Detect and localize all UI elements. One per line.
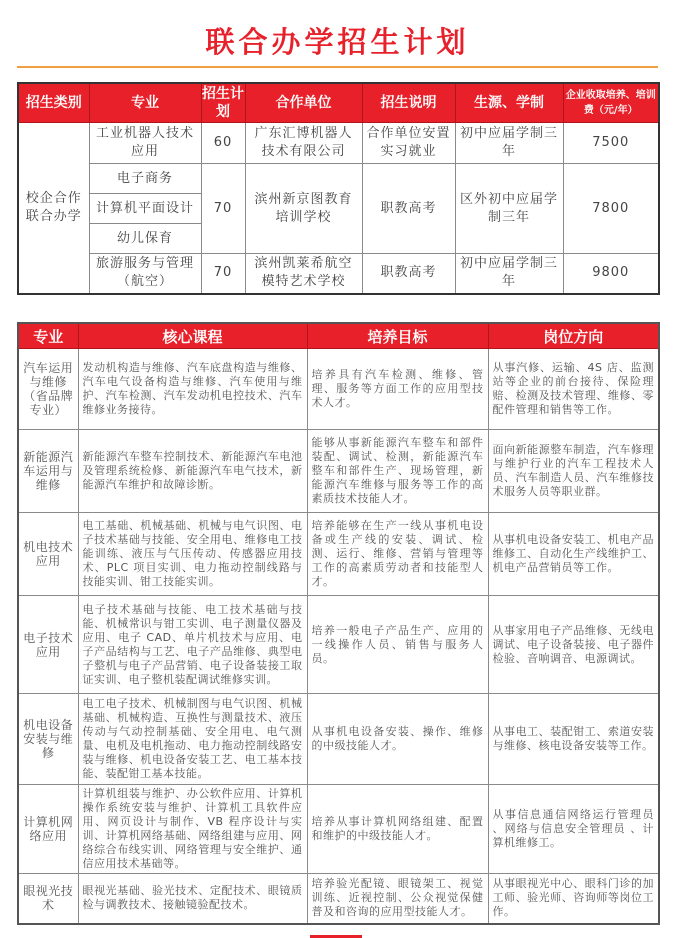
col-header-major: 专业 bbox=[89, 83, 201, 123]
goal-cell: 培养能够在生产一线从事机电设备或生产线的安装、调试、检测、运行、维修、营销与管理等工作的高素质劳动者和技能型人才。 bbox=[307, 513, 488, 596]
table-header-row bbox=[18, 83, 659, 123]
courses-cell: 新能源汽车整车控制技术、新能源汽车电池及管理系统检修、新能源汽车电气技术，新能源汽车维护和故障诊断。 bbox=[78, 430, 307, 513]
goal-cell: 从事机电设备安装、操作、维修的中级技能人才。 bbox=[307, 694, 488, 785]
table-row bbox=[18, 430, 659, 513]
major-cell: 计算机平面设计 bbox=[89, 194, 201, 224]
enrollment-plan-table bbox=[17, 82, 660, 295]
title-divider bbox=[17, 66, 658, 68]
col-header-fee: 企业收取培养、培训费（元/年） bbox=[563, 83, 659, 123]
goal-cell: 培养从事计算机网络组建、配置和维护的中级技能人才。 bbox=[307, 785, 488, 874]
courses-cell: 眼视光基础、验光技术、定配技术、眼镜质检与调教技术、接触镜验配技术。 bbox=[78, 874, 307, 924]
table-row bbox=[18, 785, 659, 874]
direction-cell: 从事眼视光中心、眼科门诊的加工师、验光师、咨询师等岗位工作。 bbox=[488, 874, 659, 924]
source-cell: 区外初中应届学制三年 bbox=[455, 164, 563, 254]
major-cell: 旅游服务与管理（航空） bbox=[89, 254, 201, 294]
fee-cell: 7800 bbox=[563, 164, 659, 254]
page-title: 联合办学招生计划 bbox=[205, 25, 470, 59]
major-cell: 机电技术应用 bbox=[18, 513, 78, 596]
category-cell: 校企合作联合办学 bbox=[18, 123, 89, 294]
source-cell: 初中应届学制三年 bbox=[455, 123, 563, 164]
major-cell: 汽车运用与维修（省品牌专业） bbox=[18, 349, 78, 430]
col-header-source: 生源、学制 bbox=[455, 83, 563, 123]
major-cell: 电子技术应用 bbox=[18, 596, 78, 694]
table-row bbox=[18, 874, 659, 924]
courses-cell: 计算机组装与维护、办公软件应用、计算机操作系统安装与维护、计算机工具软件应用、网页设计与制作、VB 程序设计与实训、计算机网络基础、网络组建与应用、网络综合布线实训、网络管理与安全维护、通信应用技术基础等。 bbox=[78, 785, 307, 874]
direction-cell: 面向新能源整车制造，汽车修理与维护行业的汽车工程技术人员、汽车制造人员、汽车维修技术服务人员等职业群。 bbox=[488, 430, 659, 513]
fee-cell: 7500 bbox=[563, 123, 659, 164]
courses-cell: 电工基础、机械基础、机械与电气识图、电子技术基础与技能、安全用电、维修电工技能训练、液压与气压传动、传感器应用技术、PLC 项目实训、电力拖动控制线路与技能实训、钳工技能实训。 bbox=[78, 513, 307, 596]
direction-cell: 从事机电设备安装工、机电产品维修工、自动化生产线维护工、机电产品营销员等工作。 bbox=[488, 513, 659, 596]
courses-cell: 发动机构造与维修、汽车底盘构造与维修、汽车电气设备构造与维修、汽车使用与维护、汽车检测、汽车发动机电控技术、汽车维修业务接待。 bbox=[78, 349, 307, 430]
note-cell: 职教高考 bbox=[362, 254, 455, 294]
table-row bbox=[18, 513, 659, 596]
table-row bbox=[18, 164, 659, 194]
direction-cell: 从事电工、装配钳工、索道安装与维修、核电设备安装等工作。 bbox=[488, 694, 659, 785]
table-row bbox=[18, 596, 659, 694]
major-cell: 电子商务 bbox=[89, 164, 201, 194]
courses-cell: 电子技术基础与技能、电工技术基础与技能、机械常识与钳工实训、电子测量仪器及应用、电子 CAD、单片机技术与应用、电子产品结构与工艺、电子产品维修、典型电子整机与电子产品营销、电子设备装接工取证实训、电子整机装配调试维修实训。 bbox=[78, 596, 307, 694]
col-header-partner: 合作单位 bbox=[245, 83, 362, 123]
direction-cell: 从事汽修、运输、4S 店、监测站等企业的前台接待、保险理赔、检测及技术管理、维修、零配件管理和销售等工作。 bbox=[488, 349, 659, 430]
col-header-note: 招生说明 bbox=[362, 83, 455, 123]
direction-cell: 从事家用电子产品维修、无线电调试、电子设备装接、电子器件检验、音响调音、电源调试。 bbox=[488, 596, 659, 694]
partner-cell: 滨州凯莱希航空模特艺术学校 bbox=[245, 254, 362, 294]
courses-cell: 电工电子技术、机械制图与电气识图、机械基础、机械构造、互换性与测量技术、液压传动与气动控制基础、安全用电、电气测量、电机及电机拖动、电力拖动控制线路安装与维修、机电设备安装工艺、电工基本技能、装配钳工基本技能。 bbox=[78, 694, 307, 785]
source-cell: 初中应届学制三年 bbox=[455, 254, 563, 294]
plan-cell: 70 bbox=[201, 254, 245, 294]
direction-cell: 从事信息通信网络运行管理员 、网络与信息安全管理员 、计算机维修工。 bbox=[488, 785, 659, 874]
col-header-goal: 培养目标 bbox=[307, 323, 488, 349]
major-cell: 工业机器人技术应用 bbox=[89, 123, 201, 164]
col-header-major: 专业 bbox=[18, 323, 78, 349]
note-cell: 合作单位安置实习就业 bbox=[362, 123, 455, 164]
major-cell: 机电设备安装与维修 bbox=[18, 694, 78, 785]
goal-cell: 能够从事新能源汽车整车和部件装配、调试、检测，新能源汽车整车和部件生产、现场管理，新能源汽车维修与服务等工作的高素质技术技能人才。 bbox=[307, 430, 488, 513]
table-header-row bbox=[18, 323, 659, 349]
goal-cell: 培养具有汽车检测、维修、管理、服务等方面工作的应用型技术人才。 bbox=[307, 349, 488, 430]
major-cell: 新能源汽车运用与维修 bbox=[18, 430, 78, 513]
plan-cell: 70 bbox=[201, 164, 245, 254]
partner-cell: 广东汇博机器人技术有限公司 bbox=[245, 123, 362, 164]
partner-cell: 滨州新京图教育培训学校 bbox=[245, 164, 362, 254]
table-row bbox=[18, 694, 659, 785]
fee-cell: 9800 bbox=[563, 254, 659, 294]
table-row bbox=[18, 349, 659, 430]
major-cell: 幼儿保育 bbox=[89, 224, 201, 254]
goal-cell: 培养一般电子产品生产、应用的一线操作人员、销售与服务人员。 bbox=[307, 596, 488, 694]
col-header-direction: 岗位方向 bbox=[488, 323, 659, 349]
goal-cell: 培养验光配镜、眼镜架工、视觉训练、近视控制、公众视觉保健普及和咨询的应用型技能人才。 bbox=[307, 874, 488, 924]
col-header-category: 招生类别 bbox=[18, 83, 89, 123]
table-row bbox=[18, 254, 659, 294]
col-header-courses: 核心课程 bbox=[78, 323, 307, 349]
major-cell: 计算机网络应用 bbox=[18, 785, 78, 874]
plan-cell: 60 bbox=[201, 123, 245, 164]
table-row bbox=[18, 123, 659, 164]
majors-detail-table bbox=[17, 322, 660, 925]
major-cell: 眼视光技术 bbox=[18, 874, 78, 924]
col-header-plan: 招生计划 bbox=[201, 83, 245, 123]
note-cell: 职教高考 bbox=[362, 164, 455, 254]
